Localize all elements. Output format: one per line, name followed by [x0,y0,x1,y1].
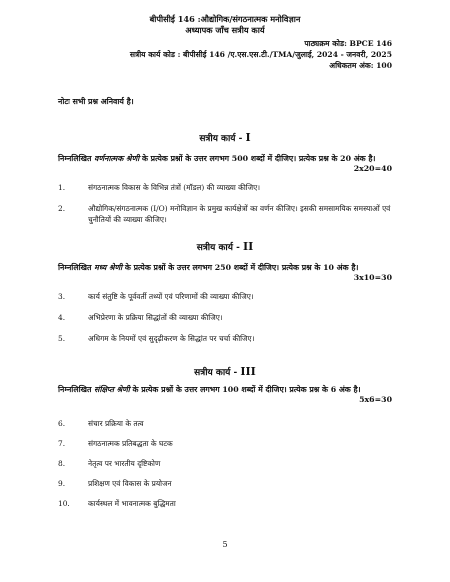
question-10: 10. कार्यस्थल में भावनात्मक बुद्धिमता [58,499,176,508]
question-8: 8. नेतृत्व पर भारतीय दृष्टिकोण [58,459,161,468]
section-marks-3: 5x6=30 [359,395,392,404]
section-numeral-1: I [245,131,251,144]
section-instructions-2: निम्नलिखित मध्य श्रेणी के प्रत्येक प्रश्नों के उत्तर लगभग 250 शब्दों में दीजिए। प्रत्येक प्रश्न के 10 अंक है। [58,263,359,272]
question-4: 4. अभिप्रेरणा के प्रक्रिया सिद्धांतों की व्याख्या कीजिए। [58,313,223,322]
document-subtitle: अध्यापक जाँच सत्रीय कार्य [185,25,265,35]
section-instructions-1: निम्नलिखित वर्णनात्मक श्रेणी के प्रत्येक प्रश्नों के उत्तर लगभग 500 शब्दों में दीजिए। प्रत्येक प्रश्न के 20 अंक है। [58,154,376,163]
question-3: 3. कार्य संतुष्टि के पूर्ववर्ती तथ्यों एवं परिणामों की व्याख्या कीजिए। [58,292,254,301]
section-instructions-3: निम्नलिखित संक्षिप्त श्रेणी के प्रत्येक प्रश्नों के उत्तर लगभग 100 शब्दों में दीजिए। प्रत्येक प्रश्न के 6 अंक है। [58,385,361,394]
instruction-note: नोटः सभी प्रश्न अनिवार्य है। [58,97,134,106]
question-1: 1. संगठनात्मक विकास के विभिन्न तंत्रों (मॉडल) की व्याख्या कीजिए। [58,183,261,192]
section-title-3: सत्रीय कार्य - III [194,365,256,378]
section-numeral-3: III [240,365,256,378]
question-2: 2. औद्योगिक/संगठनात्मक (I/O) मनोविज्ञान के प्रमुख कार्यक्षेत्रों का वर्णन कीजिए। इसकी समसामयिक समस्याओं एवं चुनौतियों की व्याख्या कीजिए। [58,204,391,224]
course-code: पाठ्यक्रम कोड: BPCE 146 [304,39,392,48]
assignment-code: सत्रीय कार्य कोड : बीपीसीई 146 /ए.एस.एस.टी./TMA/जुलाई, 2024 - जनवरी, 2025 [129,50,392,59]
question-6: 6. संचार प्रक्रिया के तत्व [58,419,144,428]
section-title-1: सत्रीय कार्य - I [199,131,251,144]
section-numeral-2: II [242,240,254,253]
max-marks: अधिकतम अंक: 100 [329,61,392,70]
document-title: बीपीसीई 146 :औद्योगिक/संगठनात्मक मनोविज्ञान [149,14,301,24]
section-title-2: सत्रीय कार्य - II [196,240,254,253]
section-marks-1: 2x20=40 [353,164,392,173]
question-5: 5. अधिगम के नियमों एवं सुदृढ़ीकरण के सिद्धांत पर चर्चा कीजिए। [58,334,255,343]
question-9: 9. प्रशिक्षण एवं विकास के प्रयोजन [58,479,172,488]
question-7: 7. संगठनात्मक प्रतिबद्धता के घटक [58,439,173,448]
section-marks-2: 3x10=30 [353,273,392,282]
page-number: 5 [222,540,228,549]
